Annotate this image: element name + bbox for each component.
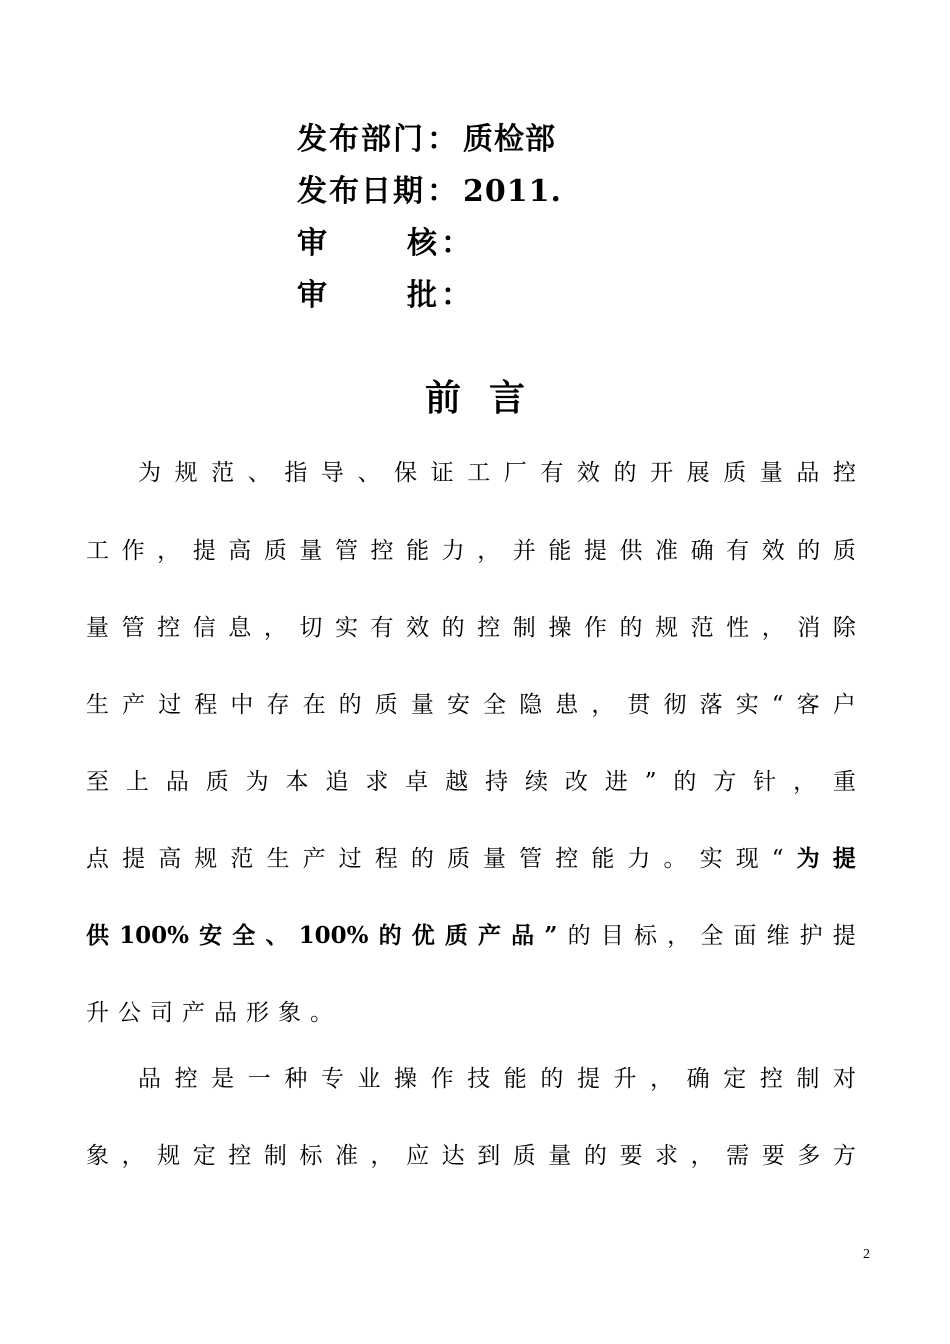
text-glyph: ， xyxy=(121,1143,145,1169)
text-glyph: 范 xyxy=(690,615,714,641)
paragraph1-line xyxy=(86,685,856,725)
text-glyph: 全 xyxy=(700,923,724,949)
text-glyph: 形 xyxy=(246,1000,269,1026)
text-glyph: 质 xyxy=(446,846,470,872)
paragraph1-line xyxy=(86,993,342,1033)
text-glyph: 管 xyxy=(519,846,543,872)
text-glyph: 规 xyxy=(655,615,678,641)
text-glyph: 质 xyxy=(444,922,468,949)
text-glyph: 全 xyxy=(483,692,507,718)
text-glyph: “ xyxy=(771,692,784,718)
text-glyph: 有 xyxy=(540,460,564,486)
text-glyph: 升 xyxy=(86,1000,109,1026)
text-glyph: 标 xyxy=(299,1143,323,1169)
text-glyph: 100% xyxy=(298,922,369,949)
text-glyph: 量 xyxy=(86,615,109,641)
text-glyph: 的 xyxy=(338,692,362,718)
text-glyph: 产 xyxy=(182,1000,205,1026)
page-number: 2 xyxy=(863,1247,870,1262)
text-glyph: 象 xyxy=(278,1000,301,1026)
text-glyph: 的 xyxy=(613,460,637,486)
text-glyph: 点 xyxy=(86,846,109,872)
text-glyph: 的 xyxy=(619,615,643,641)
paragraph1-line xyxy=(86,916,856,956)
text-glyph: ， xyxy=(157,538,181,564)
paragraph2-line xyxy=(86,1136,856,1176)
department-value: 质检部 xyxy=(463,122,556,157)
text-glyph: 方 xyxy=(832,1143,856,1169)
text-glyph: 产 xyxy=(302,846,326,872)
text-glyph: 的 xyxy=(673,769,697,795)
text-glyph: 的 xyxy=(567,923,591,949)
text-glyph: 有 xyxy=(726,538,750,564)
text-glyph: 制 xyxy=(796,1066,820,1092)
colon: ： xyxy=(441,278,471,313)
text-glyph: 业 xyxy=(357,1066,381,1092)
text-glyph: 至 xyxy=(86,769,109,795)
review-label xyxy=(297,218,439,270)
text-glyph: 达 xyxy=(441,1143,465,1169)
text-glyph: 质 xyxy=(723,460,747,486)
text-glyph: 一 xyxy=(247,1066,271,1092)
text-glyph: 客 xyxy=(796,692,820,718)
text-glyph: 品 xyxy=(165,769,189,795)
text-glyph: 操 xyxy=(394,1066,418,1092)
text-glyph: 有 xyxy=(370,615,394,641)
text-glyph: 保 xyxy=(394,460,418,486)
text-glyph: 能 xyxy=(548,538,572,564)
text-glyph: 的 xyxy=(410,846,434,872)
text-glyph: 量 xyxy=(548,1143,572,1169)
text-glyph: 的 xyxy=(540,1066,564,1092)
text-glyph: 提 xyxy=(583,538,607,564)
text-glyph: 贯 xyxy=(627,692,651,718)
meta-date xyxy=(297,166,717,218)
paragraph1-line xyxy=(86,762,856,802)
text-glyph: 中 xyxy=(230,692,254,718)
text-glyph: 制 xyxy=(263,1143,287,1169)
text-glyph: 切 xyxy=(299,615,323,641)
text-glyph: 实 xyxy=(735,692,759,718)
text-glyph: 供 xyxy=(86,922,109,949)
text-glyph: 产 xyxy=(478,922,502,949)
text-glyph: 患 xyxy=(555,692,579,718)
text-glyph: 多 xyxy=(797,1143,821,1169)
meta-department xyxy=(297,114,717,166)
text-glyph: 对 xyxy=(832,1066,856,1092)
text-glyph: 效 xyxy=(761,538,785,564)
text-glyph: 确 xyxy=(686,1066,710,1092)
text-glyph: 提 xyxy=(832,845,856,872)
text-glyph: 产 xyxy=(122,692,146,718)
text-glyph: 、 xyxy=(265,922,289,949)
text-glyph: ， xyxy=(650,1066,674,1092)
text-glyph: 规 xyxy=(194,846,218,872)
text-glyph: 量 xyxy=(299,538,323,564)
paragraph1-line xyxy=(86,839,856,879)
text-glyph: 高 xyxy=(158,846,182,872)
text-glyph: 性 xyxy=(726,615,750,641)
text-glyph: 并 xyxy=(512,538,536,564)
text-glyph: 作 xyxy=(583,615,607,641)
text-glyph: 升 xyxy=(613,1066,637,1092)
text-glyph: 司 xyxy=(150,1000,173,1026)
text-glyph: 控 xyxy=(555,846,579,872)
meta-approve xyxy=(297,270,717,322)
text-glyph: 工 xyxy=(467,460,491,486)
text-glyph: 越 xyxy=(445,769,469,795)
text-glyph: 的 xyxy=(378,922,402,949)
text-glyph: 控 xyxy=(370,538,394,564)
text-glyph: 为 xyxy=(796,845,820,872)
text-glyph: 到 xyxy=(477,1143,501,1169)
text-glyph: 生 xyxy=(266,846,290,872)
text-glyph: 要 xyxy=(761,1143,785,1169)
text-glyph: 卓 xyxy=(405,769,429,795)
text-glyph: 提 xyxy=(122,846,146,872)
document-meta xyxy=(297,114,717,322)
paragraph1-line xyxy=(86,531,856,571)
text-glyph: 指 xyxy=(284,460,308,486)
text-glyph: 作 xyxy=(121,538,145,564)
text-glyph: 规 xyxy=(157,1143,181,1169)
text-glyph: 、 xyxy=(247,460,271,486)
text-glyph: 重 xyxy=(832,769,856,795)
text-glyph: 实 xyxy=(699,846,723,872)
text-glyph: 持 xyxy=(485,769,509,795)
text-glyph: 能 xyxy=(591,846,615,872)
text-glyph: 的 xyxy=(583,1143,607,1169)
text-glyph: 生 xyxy=(86,692,109,718)
text-glyph: 质 xyxy=(263,538,287,564)
text-glyph: ， xyxy=(477,538,501,564)
text-glyph: 控 xyxy=(228,1143,252,1169)
text-glyph: 隐 xyxy=(519,692,543,718)
text-glyph: 效 xyxy=(406,615,430,641)
text-glyph: 范 xyxy=(211,460,235,486)
text-glyph: 量 xyxy=(410,692,434,718)
text-glyph: 应 xyxy=(406,1143,430,1169)
text-glyph: ， xyxy=(690,1143,714,1169)
text-glyph: ” xyxy=(644,769,657,795)
text-glyph: 提 xyxy=(192,538,216,564)
text-glyph: 质 xyxy=(205,769,229,795)
page-title: 前言 xyxy=(424,377,553,419)
text-glyph: 品 xyxy=(138,1066,161,1092)
text-glyph: 导 xyxy=(320,460,344,486)
text-glyph: 力 xyxy=(627,846,651,872)
text-glyph: 彻 xyxy=(663,692,687,718)
text-glyph: 全 xyxy=(232,922,256,949)
text-glyph: 品 xyxy=(511,922,535,949)
text-glyph: 上 xyxy=(125,769,149,795)
text-glyph: 是 xyxy=(211,1066,235,1092)
text-glyph: 定 xyxy=(192,1143,216,1169)
text-glyph: 除 xyxy=(832,615,856,641)
text-glyph: 质 xyxy=(832,538,856,564)
text-glyph: 定 xyxy=(723,1066,747,1092)
text-glyph: 的 xyxy=(441,615,465,641)
text-glyph: 管 xyxy=(334,538,358,564)
text-glyph: 控 xyxy=(157,615,181,641)
text-glyph: 作 xyxy=(430,1066,454,1092)
text-glyph: 的 xyxy=(797,538,821,564)
text-glyph: 信 xyxy=(192,615,216,641)
text-glyph: 息 xyxy=(228,615,252,641)
text-glyph: 存 xyxy=(266,692,290,718)
text-glyph: 效 xyxy=(576,460,600,486)
label-char: 批 xyxy=(407,278,439,313)
text-glyph: 护 xyxy=(799,923,823,949)
text-glyph: 为 xyxy=(138,460,161,486)
text-glyph: 消 xyxy=(797,615,821,641)
text-glyph: 范 xyxy=(230,846,254,872)
text-glyph: 本 xyxy=(285,769,309,795)
text-glyph: 证 xyxy=(430,460,454,486)
text-glyph: 量 xyxy=(483,846,507,872)
meta-review xyxy=(297,218,717,270)
text-glyph: ” xyxy=(544,922,558,949)
text-glyph: 追 xyxy=(325,769,349,795)
text-glyph: 展 xyxy=(686,460,710,486)
text-glyph: 过 xyxy=(338,846,362,872)
text-glyph: 品 xyxy=(214,1000,237,1026)
text-glyph: 管 xyxy=(121,615,145,641)
date-value: 2011. xyxy=(463,174,562,209)
text-glyph: 面 xyxy=(733,923,757,949)
text-glyph: 针 xyxy=(753,769,777,795)
colon: ： xyxy=(441,226,471,261)
label-char: 审 xyxy=(297,278,329,313)
text-glyph: 现 xyxy=(735,846,759,872)
text-glyph: 控 xyxy=(174,1066,198,1092)
text-glyph: 准 xyxy=(334,1143,358,1169)
text-glyph: 安 xyxy=(446,692,470,718)
text-glyph: ， xyxy=(793,769,817,795)
text-glyph: 高 xyxy=(228,538,252,564)
text-glyph: 控 xyxy=(477,615,501,641)
paragraph2-line xyxy=(138,1059,856,1099)
text-glyph: 专 xyxy=(320,1066,344,1092)
text-glyph: 方 xyxy=(713,769,737,795)
text-glyph: ， xyxy=(667,923,691,949)
text-glyph: 维 xyxy=(766,923,790,949)
colon: ： xyxy=(427,122,457,157)
text-glyph: 公 xyxy=(118,1000,141,1026)
approve-label xyxy=(297,270,439,322)
text-glyph: 户 xyxy=(832,692,856,718)
label-char: 审 xyxy=(297,226,329,261)
text-glyph: 力 xyxy=(441,538,465,564)
text-glyph: 、 xyxy=(357,460,381,486)
text-glyph: 准 xyxy=(655,538,678,564)
text-glyph: 品 xyxy=(796,460,820,486)
text-glyph: 质 xyxy=(512,1143,536,1169)
text-glyph: 制 xyxy=(512,615,536,641)
text-glyph: 厂 xyxy=(503,460,527,486)
text-glyph: 供 xyxy=(619,538,643,564)
text-glyph: 质 xyxy=(374,692,398,718)
text-glyph: 程 xyxy=(374,846,398,872)
text-glyph: ， xyxy=(591,692,615,718)
text-glyph: 规 xyxy=(174,460,198,486)
text-glyph: 需 xyxy=(726,1143,750,1169)
text-glyph: 开 xyxy=(650,460,674,486)
text-glyph: 程 xyxy=(194,692,218,718)
text-glyph: 操 xyxy=(548,615,572,641)
text-glyph: 。 xyxy=(663,846,687,872)
text-glyph: 进 xyxy=(604,769,628,795)
text-glyph: 为 xyxy=(245,769,269,795)
text-glyph: 种 xyxy=(284,1066,308,1092)
text-glyph: 量 xyxy=(759,460,783,486)
text-glyph: 实 xyxy=(334,615,358,641)
text-glyph: 控 xyxy=(759,1066,783,1092)
text-glyph: ， xyxy=(370,1143,394,1169)
text-glyph: 过 xyxy=(158,692,182,718)
paragraph1-line xyxy=(86,608,856,648)
text-glyph: ， xyxy=(263,615,287,641)
text-glyph: 在 xyxy=(302,692,326,718)
text-glyph: 要 xyxy=(619,1143,643,1169)
colon: ： xyxy=(427,174,457,209)
text-glyph: “ xyxy=(771,846,784,872)
text-glyph: 象 xyxy=(86,1143,109,1169)
text-glyph: 能 xyxy=(503,1066,527,1092)
text-glyph: 求 xyxy=(365,769,389,795)
text-glyph: 提 xyxy=(576,1066,600,1092)
paragraph1-line xyxy=(138,453,856,493)
text-glyph: 100% xyxy=(119,922,190,949)
text-glyph: 控 xyxy=(832,460,856,486)
text-glyph: 优 xyxy=(411,922,435,949)
text-glyph: 能 xyxy=(406,538,430,564)
text-glyph: 工 xyxy=(86,538,109,564)
label-char: 核 xyxy=(407,226,439,261)
date-label: 发布日期 xyxy=(297,174,425,209)
text-glyph: 落 xyxy=(699,692,723,718)
text-glyph: 。 xyxy=(310,1000,333,1026)
department-label: 发布部门 xyxy=(297,122,425,157)
text-glyph: ， xyxy=(761,615,785,641)
text-glyph: 标 xyxy=(633,923,657,949)
text-glyph: 改 xyxy=(564,769,588,795)
text-glyph: 目 xyxy=(600,923,624,949)
text-glyph: 安 xyxy=(199,922,223,949)
text-glyph: 续 xyxy=(524,769,548,795)
text-glyph: 确 xyxy=(690,538,714,564)
text-glyph: 技 xyxy=(467,1066,491,1092)
text-glyph: 求 xyxy=(655,1143,678,1169)
text-glyph: 提 xyxy=(832,923,856,949)
